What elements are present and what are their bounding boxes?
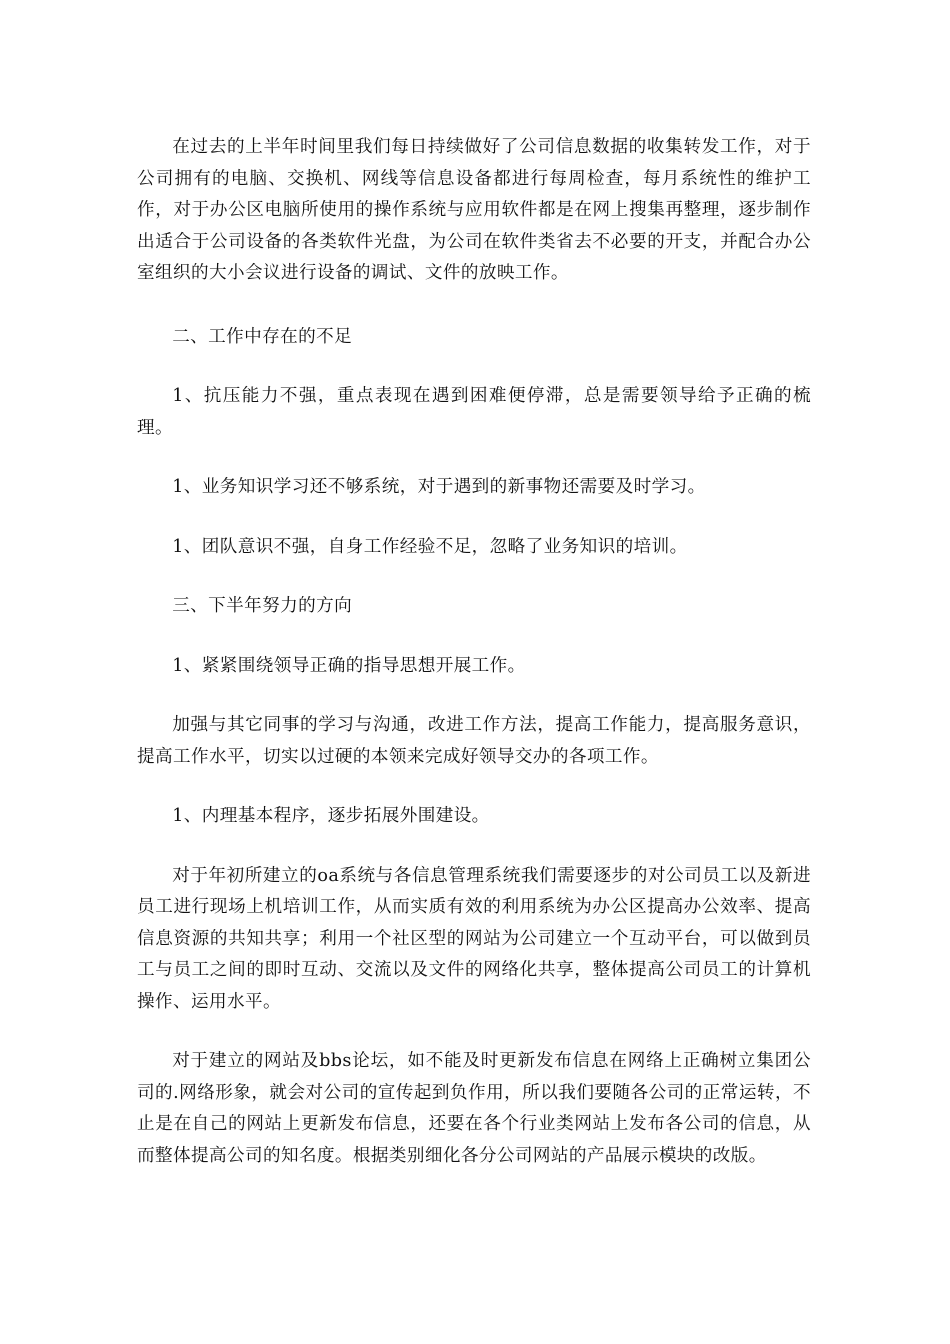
paragraph-shortcoming-pressure: 1、抗压能力不强，重点表现在遇到困难便停滞，总是需要领导给予正确的梳理。: [137, 386, 811, 438]
heading-shortcomings: 二、工作中存在的不足: [172, 326, 353, 347]
paragraph-direction-communication: 加强与其它同事的学习与沟通，改进工作方法，提高工作能力，提高服务意识，提高工作水平，切实以过硬的本领来完成好领导交办的各项工作。: [137, 715, 811, 767]
document-body: [137, 132, 811, 1172]
heading-direction: 三、下半年努力的方向: [172, 596, 353, 616]
paragraph-shortcoming-teamwork: 1、团队意识不强，自身工作经验不足，忽略了业务知识的培训。: [172, 536, 688, 557]
paragraph-direction-guidance: 1、紧紧围绕领导正确的指导思想开展工作。: [172, 655, 526, 676]
paragraph-website-bbs: 对于建立的网站及bbs论坛，如不能及时更新发布信息在网络上正确树立集团公司的.网络形象，就会对公司的宣传起到负作用，所以我们要随各公司的正常运转，不止是在自己的网站上更新发布信息，还要在各个行业类网站上发布各公司的信息，从而整体提高公司的知名度。根据类别细化各分公司网站的产品展示模块的改版。: [137, 1051, 811, 1166]
paragraph-direction-procedure: 1、内理基本程序，逐步拓展外围建设。: [172, 806, 490, 826]
paragraph-work-summary: 在过去的上半年时间里我们每日持续做好了公司信息数据的收集转发工作，对于公司拥有的电脑、交换机、网线等信息设备都进行每周检查，每月系统性的维护工作，对于办公区电脑所使用的操作系统与应用软件都是在网上搜集再整理，逐步制作出适合于公司设备的各类软件光盘，为公司在软件类省去不必要的开支，并配合办公室组织的大小会议进行设备的调试、文件的放映工作。: [137, 137, 811, 283]
paragraph-shortcoming-knowledge: 1、业务知识学习还不够系统，对于遇到的新事物还需要及时学习。: [172, 477, 706, 497]
paragraph-oa-system: 对于年初所建立的oa系统与各信息管理系统我们需要逐步的对公司员工以及新进员工进行现场上机培训工作，从而实质有效的利用系统为办公区提高办公效率、提高信息资源的共知共享；利用一个社区型的网站为公司建立一个互动平台，可以做到员工与员工之间的即时互动、交流以及文件的网络化共享，整体提高公司员工的计算机操作、运用水平。: [137, 865, 811, 1012]
